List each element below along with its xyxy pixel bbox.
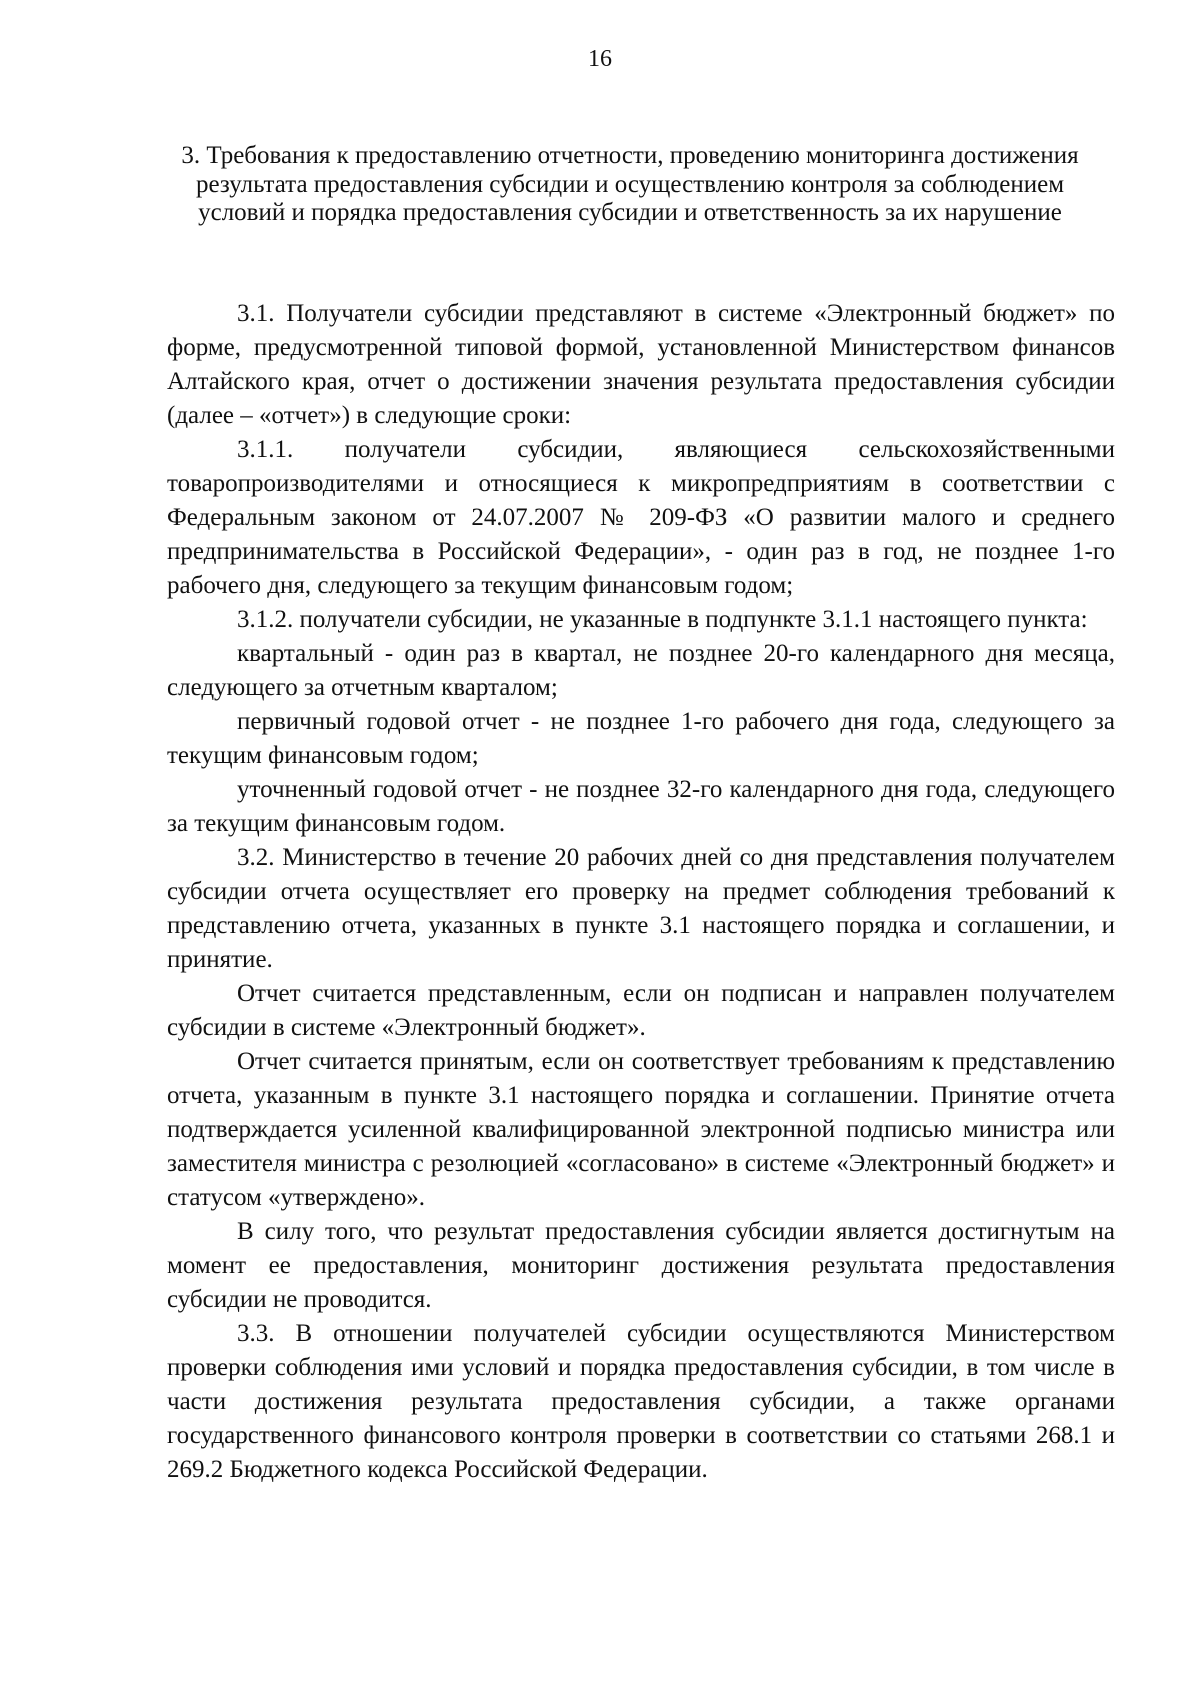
paragraph-report-accepted: Отчет считается принятым, если он соответствует требованиям к представлению отчета, указанным в пункте 3.1 настоящего порядка и соглашении. Принятие отчета подтверждается усиленной квалифицированной электронной подписью министра или заместителя министра с резолюцией «согласовано» в системе «Электронный бюджет» и статусом «утверждено». — [167, 1048, 1115, 1211]
paragraph-3-1: 3.1. Получатели субсидии представляют в системе «Электронный бюджет» по форме, предусмотренной типовой формой, установленной Министерством финансов Алтайского края, отчет о достижении значения результата предоставления субсидии (далее – «отчет») в следующие сроки: — [167, 300, 1115, 429]
paragraph-3-3: 3.3. В отношении получателей субсидии осуществляются Министерством проверки соблюдения ими условий и порядка предоставления субсидии, в том числе в части достижения результата предоставления субсидии, а также органами государственного финансового контроля проверки в соответствии со статьями 268.1 и 269.2 Бюджетного кодекса Российской Федерации. — [167, 1320, 1115, 1483]
document-body — [167, 297, 1115, 1487]
paragraph-quarterly: квартальный - один раз в квартал, не позднее 20-го календарного дня месяца, следующего за отчетным кварталом; — [167, 640, 1115, 701]
section-title: 3. Требования к предоставлению отчетности, проведению мониторинга достижения результата предоставления субсидии и осуществлению контроля за соблюдением условий и порядка предоставления субсидии и ответственность за их нарушение — [181, 142, 1079, 226]
paragraph-monitoring: В силу того, что результат предоставления субсидии является достигнутым на момент ее предоставления, мониторинг достижения результата предоставления субсидии не проводится. — [167, 1218, 1115, 1313]
paragraph-primary-annual: первичный годовой отчет - не позднее 1-го рабочего дня года, следующего за текущим финансовым годом; — [167, 708, 1115, 769]
paragraph-report-submitted: Отчет считается представленным, если он подписан и направлен получателем субсидии в системе «Электронный бюджет». — [167, 980, 1115, 1041]
paragraph-refined-annual: уточненный годовой отчет - не позднее 32-го календарного дня года, следующего за текущим финансовым годом. — [167, 776, 1115, 837]
paragraph-3-2: 3.2. Министерство в течение 20 рабочих дней со дня представления получателем субсидии отчета осуществляет его проверку на предмет соблюдения требований к представлению отчета, указанных в пункте 3.1 настоящего порядка и соглашении, и принятие. — [167, 844, 1115, 973]
paragraph-3-1-1: 3.1.1. получатели субсидии, являющиеся сельскохозяйственными товаропроизводителями и относящиеся к микропредприятиям в соответствии с Федеральным законом от 24.07.2007 № 209-ФЗ «О развитии малого и среднего предпринимательства в Российской Федерации», - один раз в год, не позднее 1-го рабочего дня, следующего за текущим финансовым годом; — [167, 436, 1115, 599]
page-number: 16 — [588, 46, 612, 72]
paragraph-3-1-2: 3.1.2. получатели субсидии, не указанные в подпункте 3.1.1 настоящего пункта: — [237, 606, 1088, 633]
